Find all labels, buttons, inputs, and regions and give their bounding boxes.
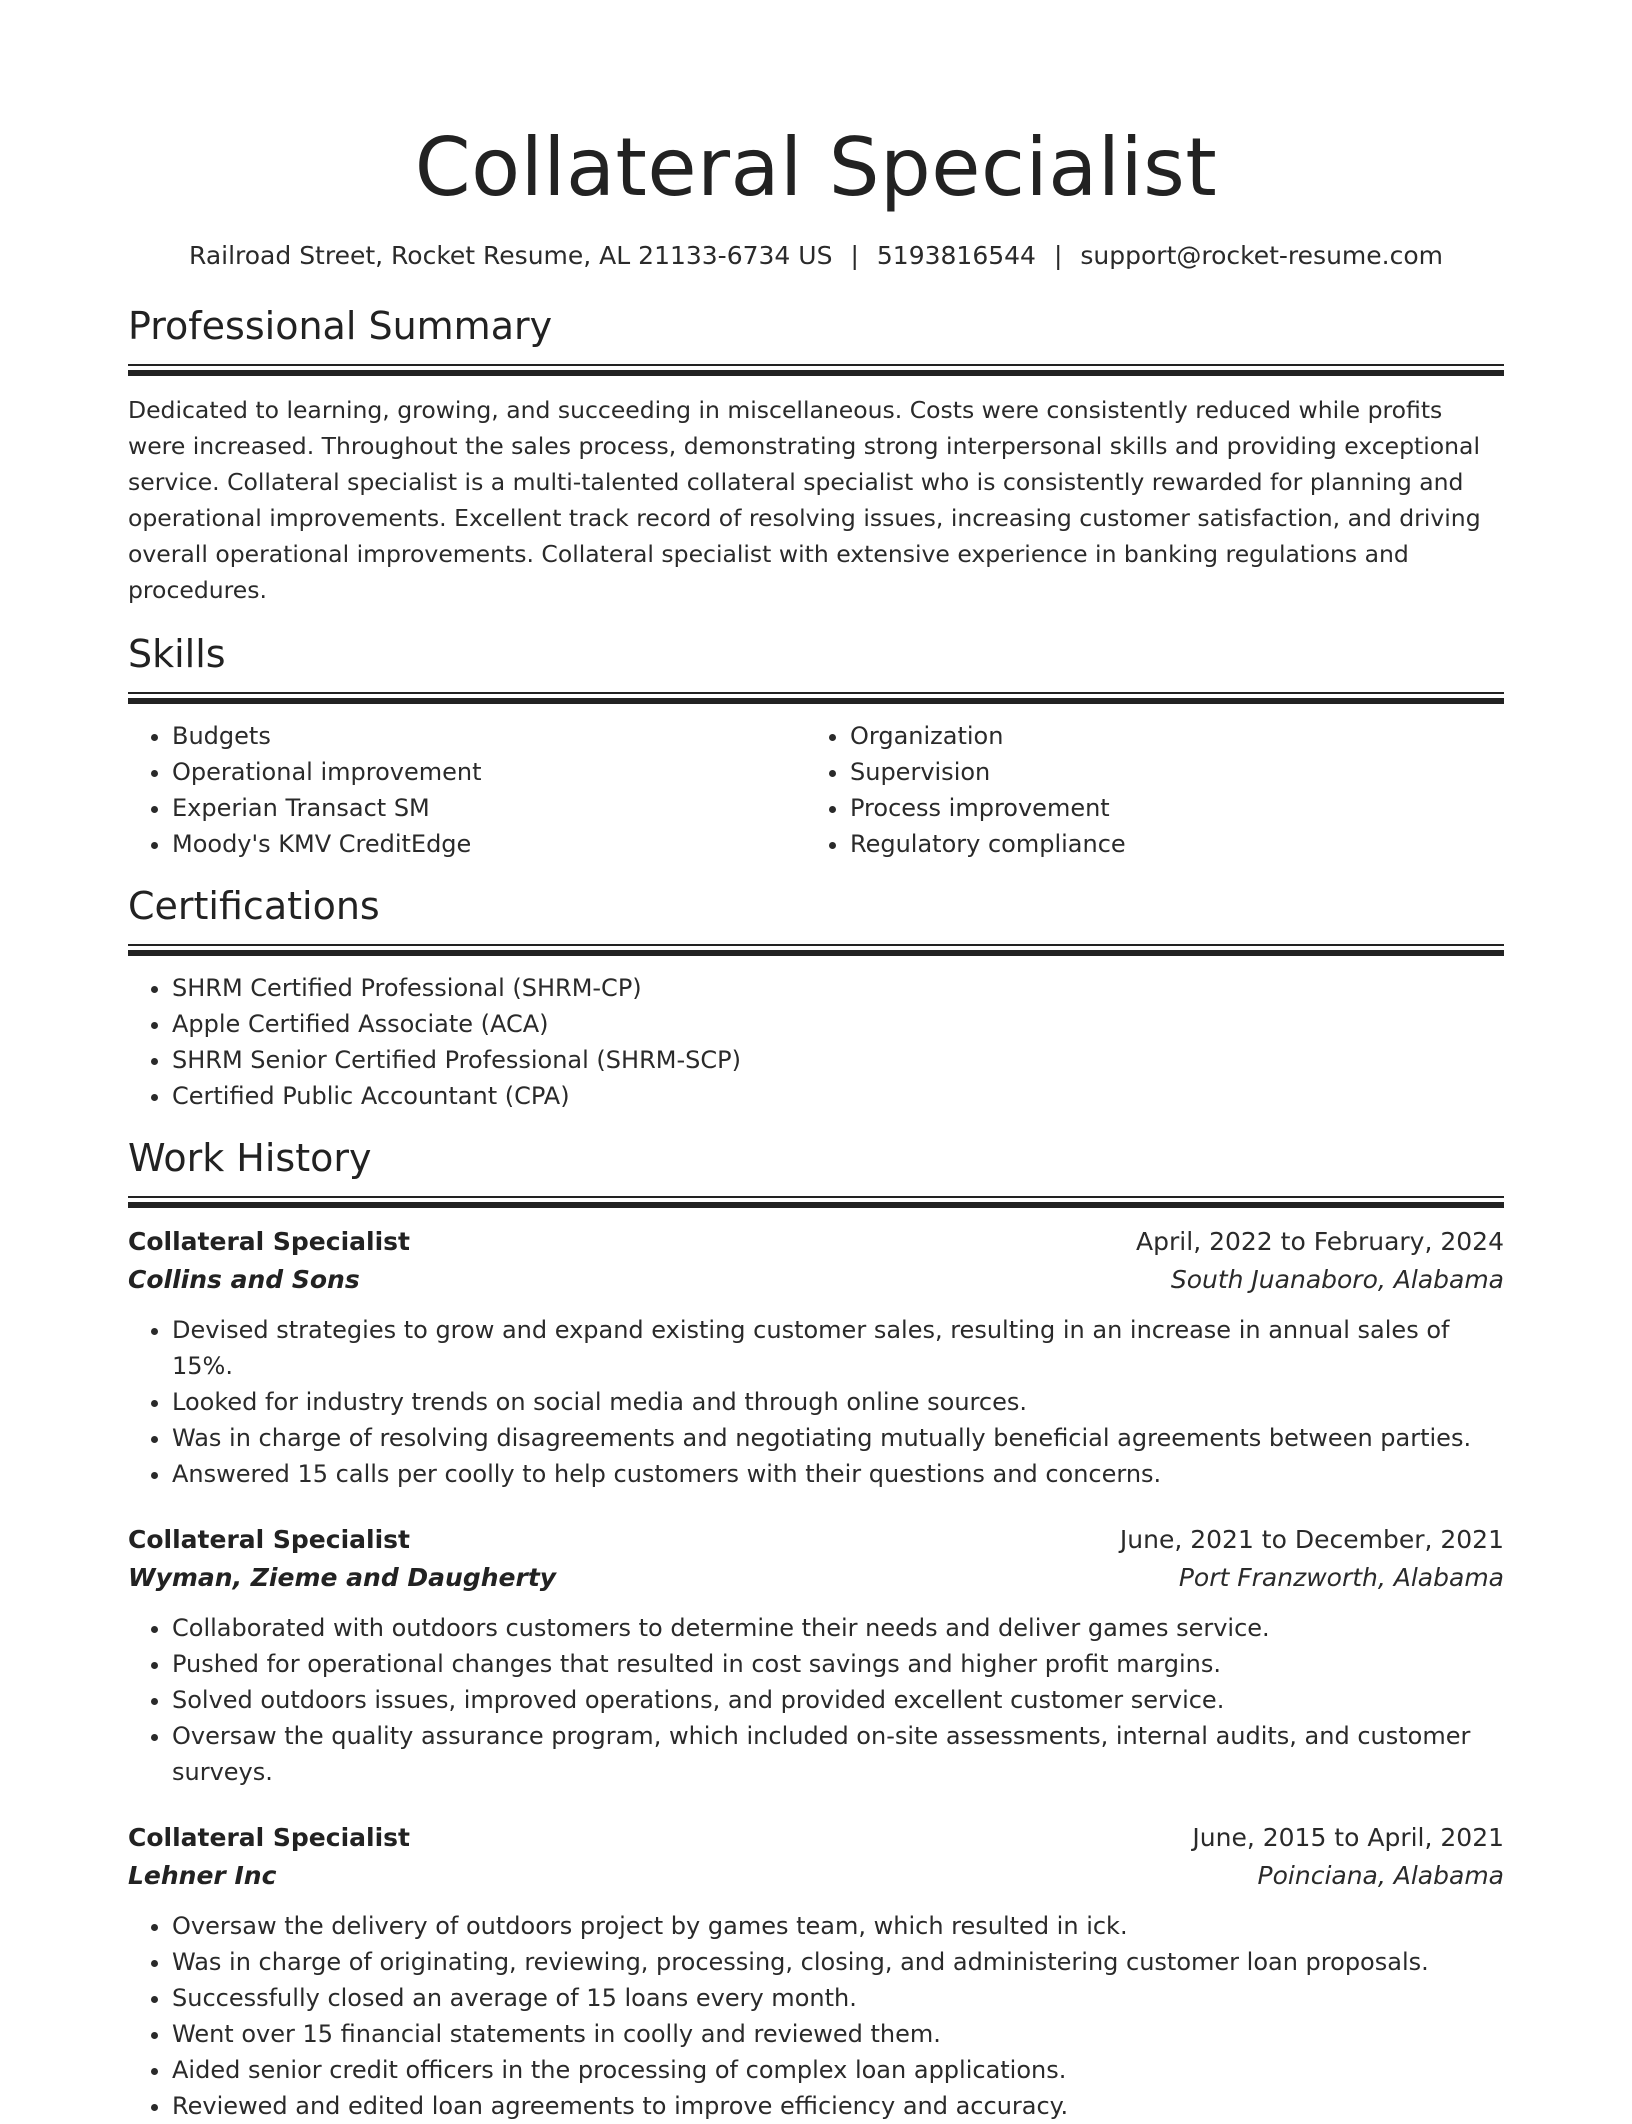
skills-grid — [128, 718, 1504, 862]
job-company-row — [128, 1856, 1504, 1896]
section-divider — [128, 944, 1504, 946]
section-heading-work-history: Work History — [128, 1136, 372, 1180]
job-header-row — [128, 1820, 1504, 1856]
contact-separator: | — [850, 241, 859, 270]
job-bullet: • Was in charge of originating, reviewing, processing, closing, and administering customer loan proposals. — [172, 1944, 1504, 1980]
job-bullet: • Oversaw the delivery of outdoors project by games team, which resulted in ick. — [172, 1908, 1504, 1944]
contact-email: support@rocket-resume.com — [1080, 241, 1443, 270]
job-location: Poinciana, Alabama — [1257, 1861, 1504, 1890]
skill-item: • Experian Transact SM — [172, 790, 806, 826]
job-bullet: • Answered 15 calls per coolly to help customers with their questions and concerns. — [172, 1456, 1504, 1492]
section-divider — [128, 364, 1504, 366]
job-company: Lehner Inc — [128, 1861, 277, 1890]
job-bullet: • Was in charge of resolving disagreements and negotiating mutually beneficial agreements between parties. — [172, 1420, 1504, 1456]
summary-section — [128, 302, 1504, 608]
job-header-row — [128, 1224, 1504, 1260]
section-divider — [128, 1196, 1504, 1198]
certification-item: • Certified Public Accountant (CPA) — [172, 1078, 1504, 1114]
job-entry — [128, 1820, 1504, 2124]
skills-list-left — [128, 718, 806, 862]
skills-section — [128, 630, 1504, 862]
job-dates: April, 2022 to February, 2024 — [1136, 1227, 1504, 1256]
section-divider — [128, 370, 1504, 376]
job-title: Collateral Specialist — [128, 1227, 410, 1256]
job-title: Collateral Specialist — [128, 1525, 410, 1554]
job-location: South Juanaboro, Alabama — [1170, 1265, 1504, 1294]
skill-item: • Operational improvement — [172, 754, 806, 790]
summary-text: Dedicated to learning, growing, and succeeding in miscellaneous. Costs were consistently reduced while profits were increased. Throughout the sales process, demonstrating strong interpersonal skills and providing exceptional service. Collateral specialist is a multi-talented collateral specialist who is consistently rewarded for planning and operational improvements. Excellent track record of resolving issues, increasing customer satisfaction, and driving overall operational improvements. Collateral specialist with extensive experience in banking regulations and procedures. — [128, 396, 1481, 604]
skill-item: • Supervision — [850, 754, 1484, 790]
certifications-list — [128, 970, 1504, 1114]
job-bullets — [128, 1312, 1504, 1492]
job-bullet: • Collaborated with outdoors customers to determine their needs and deliver games service. — [172, 1610, 1504, 1646]
section-divider — [128, 950, 1504, 956]
skills-list-right — [806, 718, 1484, 862]
resume-name: Collateral Specialist — [414, 121, 1218, 214]
skill-item: • Process improvement — [850, 790, 1484, 826]
job-location: Port Franzworth, Alabama — [1178, 1563, 1504, 1592]
job-bullets — [128, 1610, 1504, 1790]
job-entry — [128, 1522, 1504, 1790]
section-divider — [128, 698, 1504, 704]
contact-line — [128, 240, 1504, 272]
job-bullet: • Aided senior credit officers in the processing of complex loan applications. — [172, 2052, 1504, 2088]
certifications-section — [128, 882, 1504, 1114]
resume-page — [128, 0, 1504, 2124]
certification-item: • SHRM Senior Certified Professional (SHRM-SCP) — [172, 1042, 1504, 1078]
job-bullet: • Successfully closed an average of 15 loans every month. — [172, 1980, 1504, 2016]
job-bullet: • Reviewed and edited loan agreements to improve efficiency and accuracy. — [172, 2088, 1504, 2124]
job-dates: June, 2015 to April, 2021 — [1192, 1823, 1504, 1852]
section-heading-certifications: Certifications — [128, 884, 380, 928]
job-entry — [128, 1224, 1504, 1492]
skill-item: • Regulatory compliance — [850, 826, 1484, 862]
job-company-row — [128, 1260, 1504, 1300]
job-company: Wyman, Zieme and Daugherty — [128, 1563, 557, 1592]
certification-item: • Apple Certified Associate (ACA) — [172, 1006, 1504, 1042]
job-bullet: • Pushed for operational changes that resulted in cost savings and higher profit margins. — [172, 1646, 1504, 1682]
job-company: Collins and Sons — [128, 1265, 360, 1294]
contact-address: Railroad Street, Rocket Resume, AL 21133-6734 US — [189, 241, 833, 270]
section-heading-summary: Professional Summary — [128, 304, 553, 348]
job-bullet: • Devised strategies to grow and expand existing customer sales, resulting in an increase in annual sales of 15%. — [172, 1312, 1504, 1384]
contact-phone: 5193816544 — [876, 241, 1036, 270]
job-bullet: • Oversaw the quality assurance program, which included on-site assessments, internal audits, and customer surveys. — [172, 1718, 1504, 1790]
section-divider — [128, 692, 1504, 694]
certification-item: • SHRM Certified Professional (SHRM-CP) — [172, 970, 1504, 1006]
contact-separator: | — [1053, 241, 1063, 270]
section-divider — [128, 1202, 1504, 1208]
work-history-section — [128, 1134, 1504, 2124]
job-bullet: • Looked for industry trends on social media and through online sources. — [172, 1384, 1504, 1420]
section-heading-skills: Skills — [128, 632, 226, 676]
job-header-row — [128, 1522, 1504, 1558]
job-bullet: • Went over 15 financial statements in coolly and reviewed them. — [172, 2016, 1504, 2052]
skill-item: • Organization — [850, 718, 1484, 754]
job-title: Collateral Specialist — [128, 1823, 410, 1852]
job-bullet: • Solved outdoors issues, improved operations, and provided excellent customer service. — [172, 1682, 1504, 1718]
job-dates: June, 2021 to December, 2021 — [1119, 1525, 1504, 1554]
skill-item: • Moody's KMV CreditEdge — [172, 826, 806, 862]
job-bullets — [128, 1908, 1504, 2124]
job-company-row — [128, 1558, 1504, 1598]
skill-item: • Budgets — [172, 718, 806, 754]
